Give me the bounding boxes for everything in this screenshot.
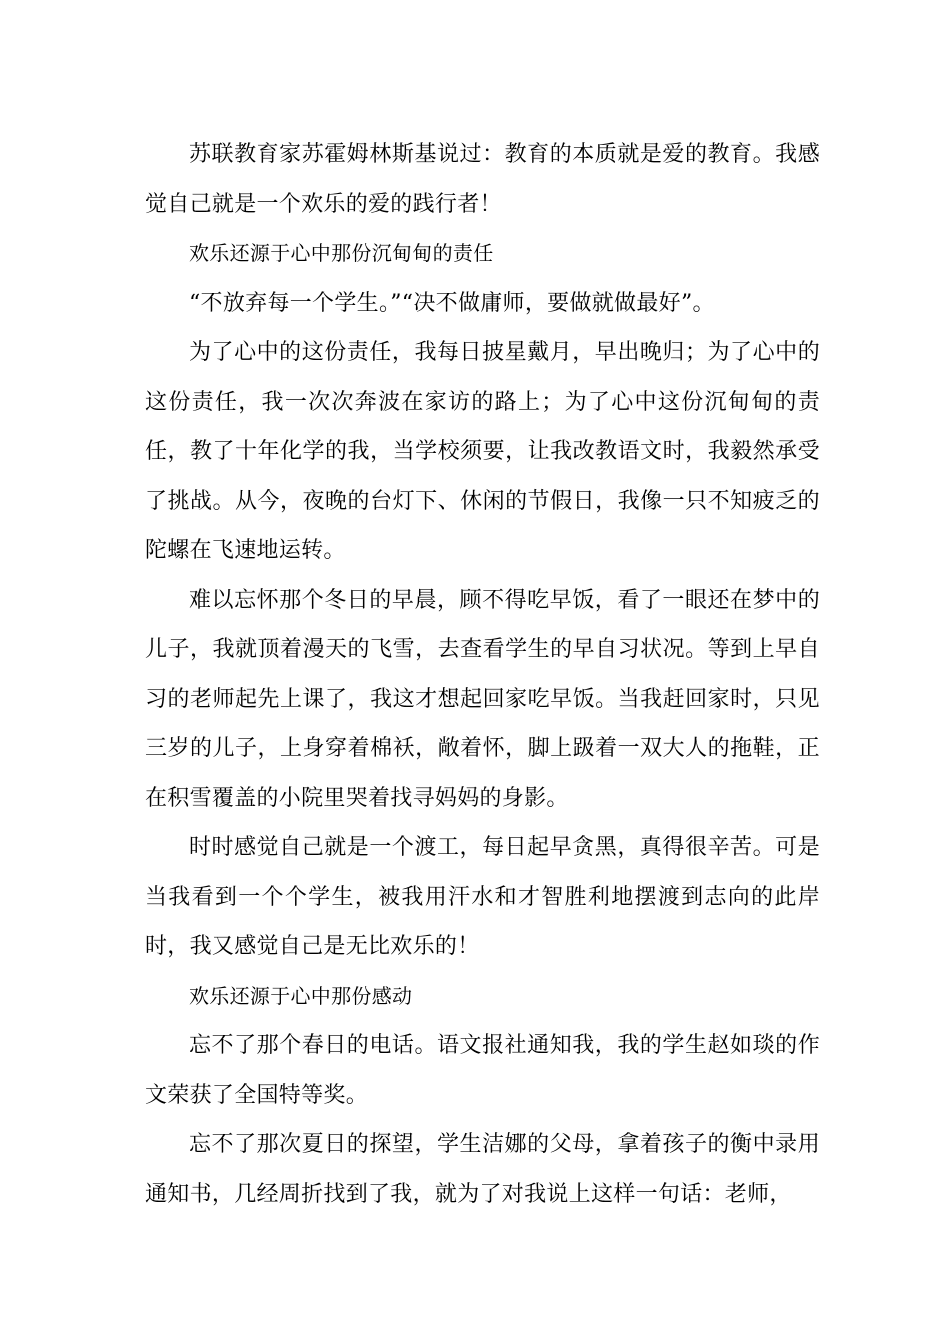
paragraph: 忘不了那个春日的电话。语文报社通知我，我的学生赵如琰的作文荣获了全国特等奖。 [145, 1033, 820, 1108]
paragraph: “不放弃每一个学生。”“决不做庸师，要做就做最好”。 [189, 290, 715, 316]
document-body [145, 130, 820, 1219]
paragraph: 时时感觉自己就是一个渡工，每日起早贪黑，真得很辛苦。可是当我看到一个个学生，被我用汗水和才智胜利地摆渡到志向的此岸时，我又感觉自己是无比欢乐的！ [145, 835, 820, 959]
paragraph: 忘不了那次夏日的探望，学生洁娜的父母，拿着孩子的衡中录用通知书，几经周折找到了我，就为了对我说上这样一句话：老师， [145, 1132, 820, 1207]
paragraph: 苏联教育家苏霍姆林斯基说过：教育的本质就是爱的教育。我感觉自己就是一个欢乐的爱的践行者！ [145, 142, 820, 217]
paragraph: 难以忘怀那个冬日的早晨，顾不得吃早饭，看了一眼还在梦中的儿子，我就顶着漫天的飞雪，去查看学生的早自习状况。等到上早自习的老师起先上课了，我这才想起回家吃早饭。当我赶回家时，只见三岁的儿子，上身穿着棉袄，敞着怀，脚上趿着一双大人的拖鞋，正在积雪覆盖的小院里哭着找寻妈妈的身影。 [145, 587, 820, 811]
section-heading: 欢乐还源于心中那份感动 [189, 983, 413, 1008]
section-heading: 欢乐还源于心中那份沉甸甸的责任 [189, 241, 494, 265]
paragraph: 为了心中的这份责任，我每日披星戴月，早出晚归；为了心中的这份责任，我一次次奔波在家访的路上；为了心中这份沉甸甸的责任，教了十年化学的我，当学校须要，让我改教语文时，我毅然承受了挑战。从今，夜晚的台灯下、休闲的节假日，我像一只不知疲乏的陀螺在飞速地运转。 [145, 340, 820, 563]
